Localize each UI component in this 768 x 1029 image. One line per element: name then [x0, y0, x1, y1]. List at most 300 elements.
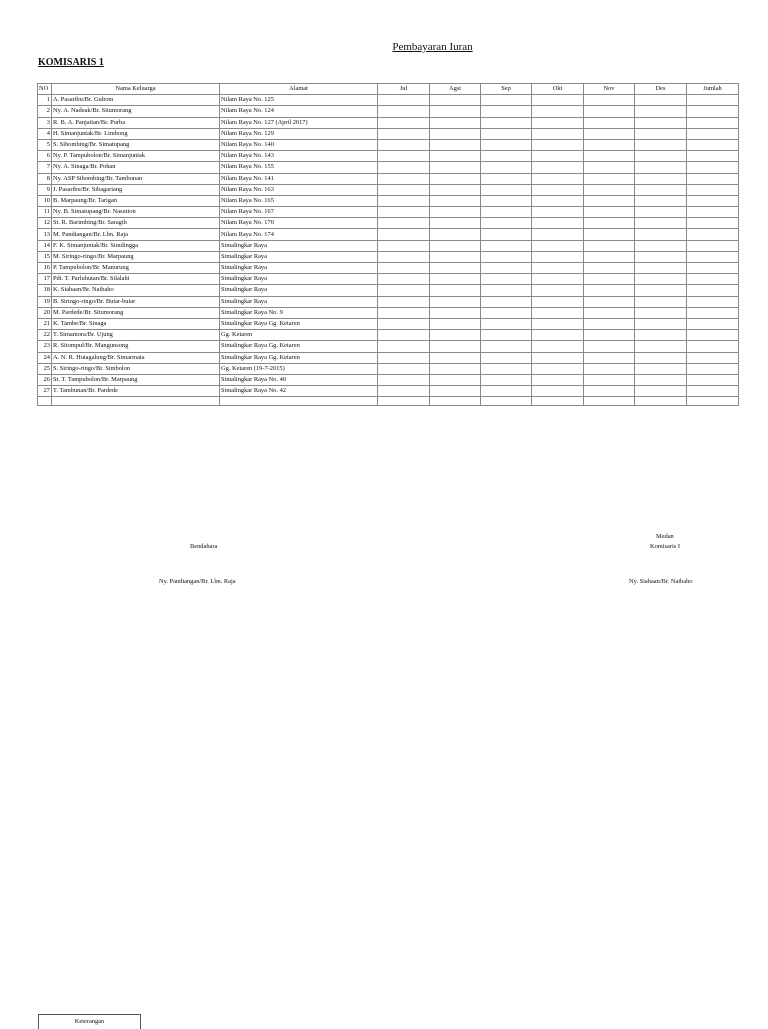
header-name: Nama Keluarga — [52, 84, 220, 95]
row-number: 1 — [38, 95, 52, 106]
payment-cell — [430, 296, 481, 307]
table-row — [38, 95, 739, 106]
payment-cell — [584, 296, 635, 307]
table-header-row — [38, 84, 739, 95]
payment-cell — [532, 251, 584, 262]
row-number: 20 — [38, 307, 52, 318]
table-row — [38, 139, 739, 150]
family-name-cell: M. Pardede/Br. Situmorang — [52, 307, 220, 318]
payment-cell — [687, 274, 739, 285]
payment-cell — [481, 95, 532, 106]
row-number: 19 — [38, 296, 52, 307]
payment-cell — [481, 352, 532, 363]
payment-cell — [687, 106, 739, 117]
table-row — [38, 363, 739, 374]
empty-cell — [220, 397, 378, 406]
family-name-cell: F. K. Simanjuntak/Br. Sinulingga — [52, 240, 220, 251]
payment-cell — [687, 173, 739, 184]
payment-cell — [584, 229, 635, 240]
payment-cell — [687, 330, 739, 341]
payment-cell — [687, 352, 739, 363]
payment-cell — [635, 285, 687, 296]
row-number: 27 — [38, 386, 52, 397]
payment-cell — [481, 374, 532, 385]
address-cell: Nilam Raya No. 170 — [220, 218, 378, 229]
payment-cell — [378, 207, 430, 218]
section-heading: KOMISARIS 1 — [38, 57, 104, 68]
payment-cell — [532, 139, 584, 150]
address-cell: Simalingkar Raya Gg. Ketaren — [220, 352, 378, 363]
row-number: 15 — [38, 251, 52, 262]
header-nov: Nov — [584, 84, 635, 95]
payment-cell — [635, 263, 687, 274]
row-number: 4 — [38, 128, 52, 139]
payment-cell — [584, 263, 635, 274]
payment-cell — [481, 207, 532, 218]
empty-cell — [635, 397, 687, 406]
payment-cell — [430, 341, 481, 352]
payment-cell — [687, 240, 739, 251]
treasurer-role: Bendahara — [190, 543, 218, 550]
payment-cell — [532, 341, 584, 352]
payment-cell — [584, 352, 635, 363]
payment-cell — [532, 162, 584, 173]
header-jumlah: Jumlah — [687, 84, 739, 95]
row-number: 9 — [38, 184, 52, 195]
payment-cell — [430, 151, 481, 162]
payment-cell — [687, 285, 739, 296]
payment-cell — [378, 330, 430, 341]
row-number: 6 — [38, 151, 52, 162]
payment-cell — [481, 330, 532, 341]
payment-cell — [635, 151, 687, 162]
payment-cell — [584, 195, 635, 206]
family-name-cell: K. Siahaan/Br. Naibaho — [52, 285, 220, 296]
address-cell: Simalingkar Raya Gg. Ketaren — [220, 318, 378, 329]
empty-cell — [481, 397, 532, 406]
address-cell: Simalingkar Raya — [220, 274, 378, 285]
family-name-cell: Pdt. T. Parluhutan/Br. Silalahi — [52, 274, 220, 285]
empty-cell — [38, 397, 52, 406]
payment-cell — [584, 285, 635, 296]
table-row — [38, 352, 739, 363]
payment-cell — [635, 106, 687, 117]
payment-cell — [532, 296, 584, 307]
table-row — [38, 173, 739, 184]
family-name-cell: M. Siringo-ringo/Br. Marpaung — [52, 251, 220, 262]
payment-cell — [532, 117, 584, 128]
payment-cell — [687, 117, 739, 128]
address-cell: Nilam Raya No. 141 — [220, 173, 378, 184]
payment-cell — [430, 363, 481, 374]
payment-cell — [687, 229, 739, 240]
payment-cell — [635, 218, 687, 229]
payment-cell — [378, 363, 430, 374]
header-agst: Agst — [430, 84, 481, 95]
family-name-cell: Ny. A. Nadeak/Br. Situmorang — [52, 106, 220, 117]
address-cell: Nilam Raya No. 140 — [220, 139, 378, 150]
header-jul: Jul — [378, 84, 430, 95]
payment-cell — [481, 263, 532, 274]
payment-cell — [430, 128, 481, 139]
payment-cell — [378, 229, 430, 240]
payment-cell — [635, 173, 687, 184]
payment-cell — [378, 184, 430, 195]
address-cell: Simalingkar Raya — [220, 251, 378, 262]
table-row — [38, 218, 739, 229]
payment-cell — [430, 330, 481, 341]
header-no: NO — [38, 84, 52, 95]
payment-cell — [481, 386, 532, 397]
row-number: 5 — [38, 139, 52, 150]
payment-cell — [532, 285, 584, 296]
table-row — [38, 341, 739, 352]
payment-cell — [378, 218, 430, 229]
payment-cell — [378, 240, 430, 251]
payment-cell — [481, 307, 532, 318]
payment-cell — [430, 106, 481, 117]
address-cell: Nilam Raya No. 163 — [220, 184, 378, 195]
payment-cell — [481, 173, 532, 184]
payment-cell — [481, 184, 532, 195]
table-row — [38, 274, 739, 285]
payment-cell — [584, 374, 635, 385]
payment-cell — [532, 374, 584, 385]
payment-cell — [532, 330, 584, 341]
blank-row — [38, 397, 739, 406]
payment-cell — [532, 207, 584, 218]
header-des: Des — [635, 84, 687, 95]
payment-cell — [430, 229, 481, 240]
payment-cell — [430, 218, 481, 229]
payment-cell — [378, 95, 430, 106]
payment-cell — [430, 240, 481, 251]
payment-cell — [532, 128, 584, 139]
address-cell: Nilam Raya No. 167 — [220, 207, 378, 218]
payment-cell — [378, 386, 430, 397]
payment-cell — [532, 151, 584, 162]
payment-cell — [532, 274, 584, 285]
table-row — [38, 296, 739, 307]
payment-cell — [687, 139, 739, 150]
payment-cell — [532, 307, 584, 318]
payment-cell — [378, 162, 430, 173]
commissioner-role: Komisaris I — [650, 543, 680, 550]
payment-cell — [481, 363, 532, 374]
payment-cell — [635, 307, 687, 318]
payment-cell — [378, 117, 430, 128]
payment-cell — [378, 352, 430, 363]
family-name-cell: St. T. Tampubolon/Br. Marpaung — [52, 374, 220, 385]
payment-cell — [635, 274, 687, 285]
family-name-cell: Ny. A. Sinaga/Br. Pohan — [52, 162, 220, 173]
address-cell: Nilam Raya No. 174 — [220, 229, 378, 240]
family-name-cell: A. N. R. Hutagalung/Br. Simarmata — [52, 352, 220, 363]
payment-cell — [687, 307, 739, 318]
payment-cell — [687, 363, 739, 374]
empty-cell — [430, 397, 481, 406]
row-number: 11 — [38, 207, 52, 218]
table-row — [38, 285, 739, 296]
family-name-cell: H. Simanjuntak/Br. Limbong — [52, 128, 220, 139]
payment-cell — [481, 251, 532, 262]
payment-cell — [687, 251, 739, 262]
payment-cell — [430, 173, 481, 184]
table-row — [38, 106, 739, 117]
payment-cell — [635, 296, 687, 307]
payment-cell — [430, 285, 481, 296]
payment-cell — [584, 274, 635, 285]
row-number: 24 — [38, 352, 52, 363]
payment-cell — [532, 386, 584, 397]
family-name-cell: R. Sitompul/Br. Mangunsong — [52, 341, 220, 352]
table-row — [38, 263, 739, 274]
payment-cell — [378, 128, 430, 139]
payment-cell — [635, 139, 687, 150]
payment-cell — [430, 195, 481, 206]
table-row — [38, 162, 739, 173]
payment-cell — [532, 106, 584, 117]
page-title: Pembayaran Iuran — [392, 41, 473, 53]
payment-cell — [481, 151, 532, 162]
payment-cell — [635, 207, 687, 218]
commissioner-name: Ny. Siahaan/Br. Naibaho — [629, 578, 693, 585]
header-address: Alamat — [220, 84, 378, 95]
row-number: 26 — [38, 374, 52, 385]
address-cell: Simalingkar Raya Gg. Ketaren — [220, 341, 378, 352]
payment-cell — [481, 274, 532, 285]
payment-cell — [584, 218, 635, 229]
payment-cell — [584, 386, 635, 397]
family-name-cell: Ny. P. Tampubolon/Br. Simanjuntak — [52, 151, 220, 162]
payment-cell — [430, 307, 481, 318]
address-cell: Nilam Raya No. 165 — [220, 195, 378, 206]
payment-cell — [532, 229, 584, 240]
row-number: 18 — [38, 285, 52, 296]
address-cell: Simalingkar Raya No. 40 — [220, 374, 378, 385]
payment-cell — [635, 117, 687, 128]
empty-cell — [584, 397, 635, 406]
payment-cell — [532, 240, 584, 251]
empty-cell — [378, 397, 430, 406]
payment-cell — [378, 318, 430, 329]
table-row — [38, 117, 739, 128]
payment-cell — [532, 218, 584, 229]
payment-cell — [584, 128, 635, 139]
payment-cell — [635, 330, 687, 341]
row-number: 14 — [38, 240, 52, 251]
payment-cell — [687, 263, 739, 274]
empty-cell — [532, 397, 584, 406]
payment-cell — [481, 285, 532, 296]
family-name-cell: P. Tampubolon/Br. Manurung — [52, 263, 220, 274]
payment-cell — [584, 184, 635, 195]
row-number: 22 — [38, 330, 52, 341]
payment-cell — [532, 195, 584, 206]
payment-cell — [430, 117, 481, 128]
address-cell: Nilam Raya No. 129 — [220, 128, 378, 139]
family-name-cell: Ny. B. Simatupang/Br. Nasution — [52, 207, 220, 218]
table-row — [38, 251, 739, 262]
payment-cell — [378, 285, 430, 296]
payment-cell — [687, 218, 739, 229]
payment-cell — [378, 151, 430, 162]
empty-cell — [687, 397, 739, 406]
payment-cell — [687, 128, 739, 139]
payment-cell — [584, 330, 635, 341]
payment-cell — [687, 374, 739, 385]
payment-cell — [481, 229, 532, 240]
row-number: 23 — [38, 341, 52, 352]
payment-cell — [430, 274, 481, 285]
payment-cell — [378, 374, 430, 385]
payment-cell — [584, 139, 635, 150]
row-number: 3 — [38, 117, 52, 128]
payment-cell — [635, 240, 687, 251]
payment-cell — [635, 363, 687, 374]
payment-cell — [430, 162, 481, 173]
table-row — [38, 207, 739, 218]
payment-cell — [378, 341, 430, 352]
table-row — [38, 318, 739, 329]
payment-cell — [481, 195, 532, 206]
address-cell: Nilam Raya No. 143 — [220, 151, 378, 162]
payment-cell — [481, 162, 532, 173]
payment-cell — [635, 352, 687, 363]
legend-box: Keterangan — [38, 1014, 141, 1029]
payment-cell — [635, 229, 687, 240]
row-number: 12 — [38, 218, 52, 229]
signature-city: Medan — [656, 533, 674, 540]
family-name-cell: J. Pasaribu/Br. Sibagariang — [52, 184, 220, 195]
address-cell: Nilam Raya No. 124 — [220, 106, 378, 117]
payment-cell — [584, 162, 635, 173]
payment-cell — [378, 263, 430, 274]
payment-cell — [532, 263, 584, 274]
payment-cell — [532, 318, 584, 329]
treasurer-name: Ny. Pandiangan/Br. Lbn. Raja — [159, 578, 236, 585]
payment-cell — [635, 251, 687, 262]
payment-cell — [635, 128, 687, 139]
payment-cell — [635, 195, 687, 206]
payment-cell — [481, 117, 532, 128]
payment-cell — [378, 307, 430, 318]
payment-cell — [584, 173, 635, 184]
payment-cell — [378, 106, 430, 117]
payment-cell — [687, 207, 739, 218]
payment-cell — [532, 173, 584, 184]
address-cell: Simalingkar Raya — [220, 240, 378, 251]
payment-cell — [635, 374, 687, 385]
table-row — [38, 128, 739, 139]
payment-cell — [532, 95, 584, 106]
header-sep: Sep — [481, 84, 532, 95]
payment-cell — [687, 386, 739, 397]
family-name-cell: Ny. ASP Sihombing/Br. Tambunan — [52, 173, 220, 184]
address-cell: Simalingkar Raya No. 42 — [220, 386, 378, 397]
empty-cell — [52, 397, 220, 406]
payment-cell — [430, 139, 481, 150]
family-name-cell: St. R. Barimbing/Br. Saragih — [52, 218, 220, 229]
payment-cell — [584, 95, 635, 106]
payment-cell — [481, 128, 532, 139]
payment-cell — [687, 341, 739, 352]
payment-cell — [378, 195, 430, 206]
address-cell: Gg. Ketaren (19-7-2015) — [220, 363, 378, 374]
payment-cell — [481, 318, 532, 329]
table-row — [38, 240, 739, 251]
payment-cell — [584, 341, 635, 352]
payment-cell — [687, 184, 739, 195]
address-cell: Nilam Raya No. 155 — [220, 162, 378, 173]
family-name-cell: B. Siringo-ringo/Br. Butar-butar — [52, 296, 220, 307]
address-cell: Simalingkar Raya — [220, 296, 378, 307]
payment-cell — [532, 184, 584, 195]
table-row — [38, 151, 739, 162]
payment-cell — [584, 151, 635, 162]
payment-cell — [378, 173, 430, 184]
header-okt: Okt — [532, 84, 584, 95]
payment-cell — [430, 207, 481, 218]
address-cell: Nilam Raya No. 125 — [220, 95, 378, 106]
payment-cell — [635, 386, 687, 397]
family-name-cell: S. Sihombing/Br. Simatupang — [52, 139, 220, 150]
payment-cell — [687, 318, 739, 329]
row-number: 17 — [38, 274, 52, 285]
payment-cell — [687, 162, 739, 173]
payment-cell — [584, 106, 635, 117]
address-cell: Simalingkar Raya — [220, 263, 378, 274]
payment-cell — [430, 352, 481, 363]
row-number: 16 — [38, 263, 52, 274]
address-cell: Simalingkar Raya No. 9 — [220, 307, 378, 318]
payment-cell — [378, 251, 430, 262]
row-number: 10 — [38, 195, 52, 206]
payment-cell — [584, 207, 635, 218]
payment-cell — [635, 95, 687, 106]
payment-cell — [430, 95, 481, 106]
table-row — [38, 184, 739, 195]
row-number: 2 — [38, 106, 52, 117]
payment-cell — [687, 95, 739, 106]
family-name-cell: A. Pasaribu/Br. Gultom — [52, 95, 220, 106]
payment-cell — [378, 296, 430, 307]
table-row — [38, 330, 739, 341]
payment-cell — [481, 139, 532, 150]
payment-cell — [584, 307, 635, 318]
payment-cell — [635, 184, 687, 195]
payment-cell — [430, 374, 481, 385]
payment-cell — [430, 318, 481, 329]
address-cell: Simalingkar Raya — [220, 285, 378, 296]
payment-cell — [584, 240, 635, 251]
family-name-cell: K. Tambe/Br. Sinaga — [52, 318, 220, 329]
payment-cell — [378, 274, 430, 285]
table-row — [38, 386, 739, 397]
payment-cell — [687, 195, 739, 206]
table-row — [38, 229, 739, 240]
table-row — [38, 374, 739, 385]
row-number: 21 — [38, 318, 52, 329]
address-cell: Gg. Ketaren — [220, 330, 378, 341]
family-name-cell: R. B. A. Panjaitan/Br. Purba — [52, 117, 220, 128]
payment-cell — [481, 218, 532, 229]
payment-cell — [430, 251, 481, 262]
payment-cell — [584, 251, 635, 262]
payment-cell — [635, 318, 687, 329]
payment-cell — [584, 117, 635, 128]
payment-cell — [430, 184, 481, 195]
